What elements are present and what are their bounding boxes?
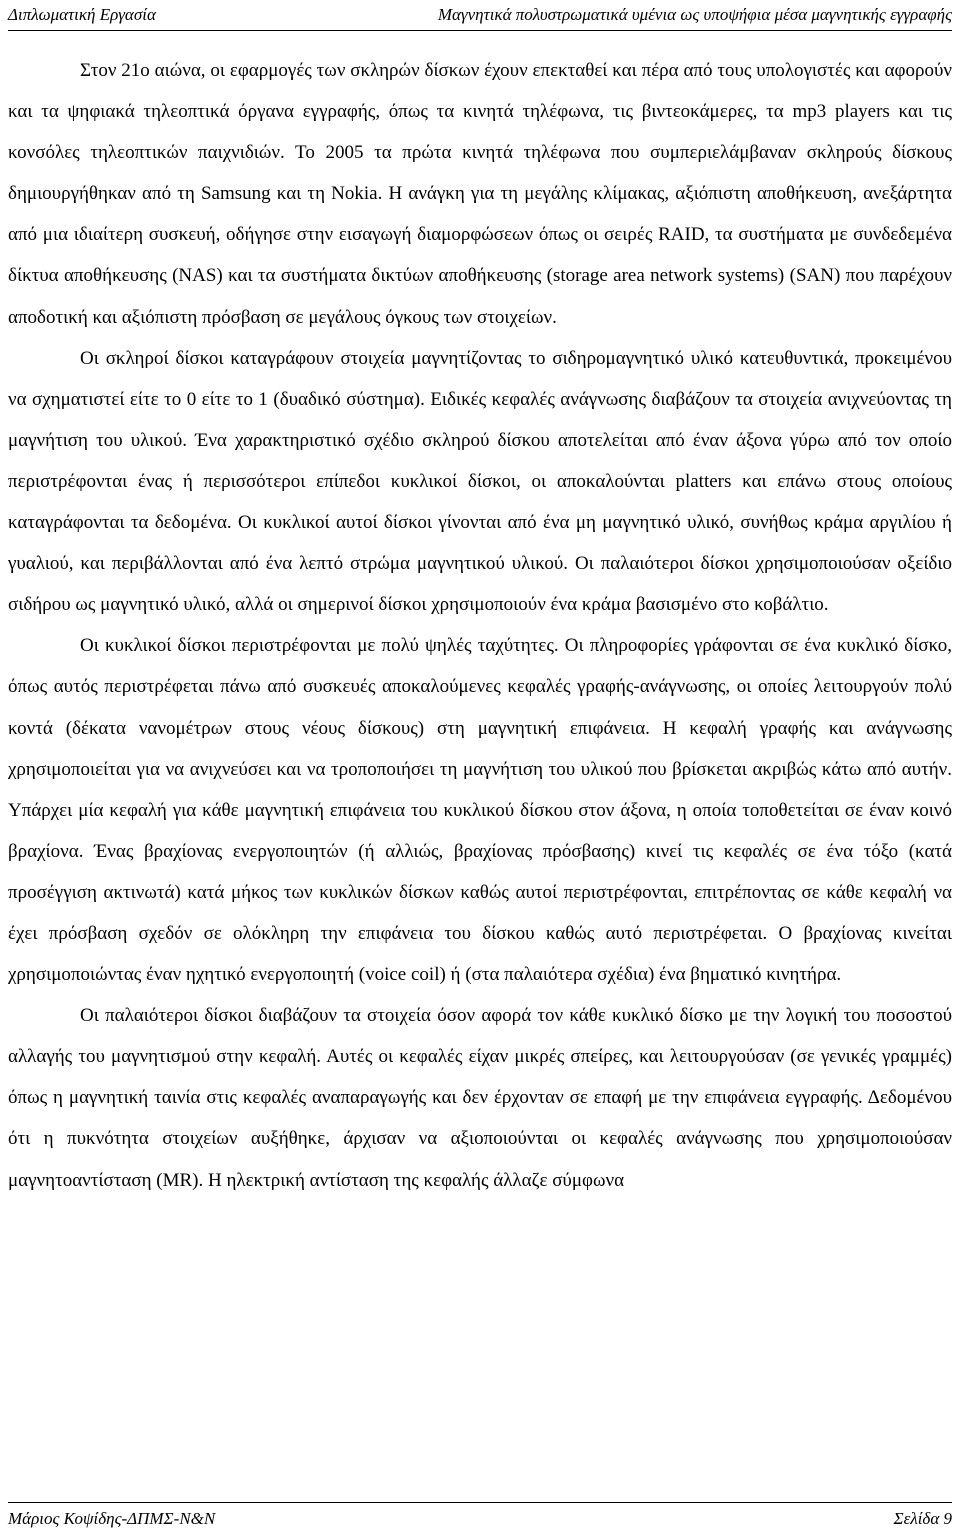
- paragraph-read-heads: Οι παλαιότεροι δίσκοι διαβάζουν τα στοιχεία όσον αφορά τον κάθε κυκλικό δίσκο με την λογική του ποσοστού αλλαγής του μαγνητισμού στην κεφαλή. Αυτές οι κεφαλές είχαν μικρές σπείρες, και λειτουργούσαν (σε γενικές γραμμές) όπως η μαγνητική ταινία στις κεφαλές αναπαραγωγής και δεν έρχονταν σε επαφή με την επιφάνεια εγγραφής. Δεδομένου ότι η πυκνότητα στοιχείων αυξήθηκε, άρχισαν να αξιοποιούνται οι κεφαλές ανάγνωσης που χρησιμοποιούσαν μαγνητοαντίσταση (MR). Η ηλεκτρική αντίσταση της κεφαλής άλλαζε σύμφωνα: [8, 1005, 952, 1191]
- footer-page-number: Σελίδα 9: [893, 1509, 952, 1528]
- paragraph-applications: Στον 21ο αιώνα, οι εφαρμογές των σκληρών δίσκων έχουν επεκταθεί και πέρα από τους υπολογιστές και αφορούν και τα ψηφιακά τηλεοπτικά όργανα εγγραφής, όπως τα κινητά τηλέφωνα, τις βιντεοκάμερες, τα mp3 players και τις κονσόλες τηλεοπτικών παιχνιδιών. Το 2005 τα πρώτα κινητά τηλέφωνα που συμπεριελάμβαναν σκληρούς δίσκους δημιουργήθηκαν από τη Samsung και τη Nokia. Η ανάγκη για τη μεγάλης κλίμακας, αξιόπιστη αποθήκευση, ανεξάρτητα από μια ιδιαίτερη συσκευή, οδήγησε στην εισαγωγή διαμορφώσεων όπως οι σειρές RAID, τα συστήματα με συνδεδεμένα δίκτυα αποθήκευσης (NAS) και τα συστήματα δικτύων αποθήκευσης (storage area network systems) (SAN) που παρέχουν αποδοτική και αξιόπιστη πρόσβαση σε μεγάλους όγκους των στοιχείων.: [8, 60, 952, 328]
- page-footer: [8, 1502, 952, 1529]
- page-header: [8, 4, 952, 31]
- header-thesis-label: Διπλωματική Εργασία: [8, 5, 156, 24]
- paragraph-heads: Οι κυκλικοί δίσκοι περιστρέφονται με πολύ ψηλές ταχύτητες. Οι πληροφορίες γράφονται σε ένα κυκλικό δίσκο, όπως αυτός περιστρέφεται πάνω από συσκευές αποκαλούμενες κεφαλές γραφής-ανάγνωσης, οι οποίες λειτουργούν πολύ κοντά (δέκατα νανομέτρων στους νέους δίσκους) στη μαγνητική επιφάνεια. Η κεφαλή γραφής και ανάγνωσης χρησιμοποιείται για να ανιχνεύσει και να τροποποιήσει τη μαγνήτιση του υλικού που βρίσκεται ακριβώς κάτω από αυτήν. Υπάρχει μία κεφαλή για κάθε μαγνητική επιφάνεια του κυκλικού δίσκου στον άξονα, η οποία τοποθετείται σε έναν κοινό βραχίονα. Ένας βραχίονας ενεργοποιητών (ή αλλιώς, βραχίονας πρόσβασης) κινεί τις κεφαλές σε ένα τόξο (κατά προσέγγιση ακτινωτά) κατά μήκος των κυκλικών δίσκων καθώς αυτοί περιστρέφονται, επιτρέποντας σε κάθε κεφαλή να έχει πρόσβαση σχεδόν σε ολόκληρη την επιφάνεια του δίσκου καθώς αυτό περιστρέφεται. Ο βραχίονας κινείται χρησιμοποιώντας έναν ηχητικό ενεργοποιητή (voice coil) ή (στα παλαιότερα σχέδια) ένα βηματικό κινητήρα.: [8, 635, 952, 986]
- paragraph-recording: Οι σκληροί δίσκοι καταγράφουν στοιχεία μαγνητίζοντας το σιδηρομαγνητικό υλικό κατευθυντικά, προκειμένου να σχηματιστεί είτε το 0 είτε το 1 (δυαδικό σύστημα). Ειδικές κεφαλές ανάγνωσης διαβάζουν τα στοιχεία ανιχνεύοντας τη μαγνήτιση του υλικού. Ένα χαρακτηριστικό σχέδιο σκληρού δίσκου αποτελείται από έναν άξονα γύρω από τον οποίο περιστρέφονται ένας ή περισσότεροι επίπεδοι κυκλικοί δίσκοι, οι αποκαλούνται platters και επάνω στους οποίους καταγράφονται τα δεδομένα. Οι κυκλικοί αυτοί δίσκοι γίνονται από ένα μη μαγνητικό υλικό, συνήθως κράμα αργιλίου ή γυαλιού, και περιβάλλονται από ένα λεπτό στρώμα μαγνητικού υλικού. Οι παλαιότεροι δίσκοι χρησιμοποιούσαν οξείδιο σιδήρου ως μαγνητικό υλικό, αλλά οι σημερινοί δίσκοι χρησιμοποιούν ένα κράμα βασισμένο στο κοβάλτιο.: [8, 347, 952, 616]
- header-thesis-title: Μαγνητικά πολυστρωματικά υμένια ως υποψήφια μέσα μαγνητικής εγγραφής: [437, 5, 952, 24]
- document-body: [8, 50, 952, 1201]
- footer-author: Μάριος Κοψίδης-ΔΠΜΣ-Ν&Ν: [8, 1509, 216, 1528]
